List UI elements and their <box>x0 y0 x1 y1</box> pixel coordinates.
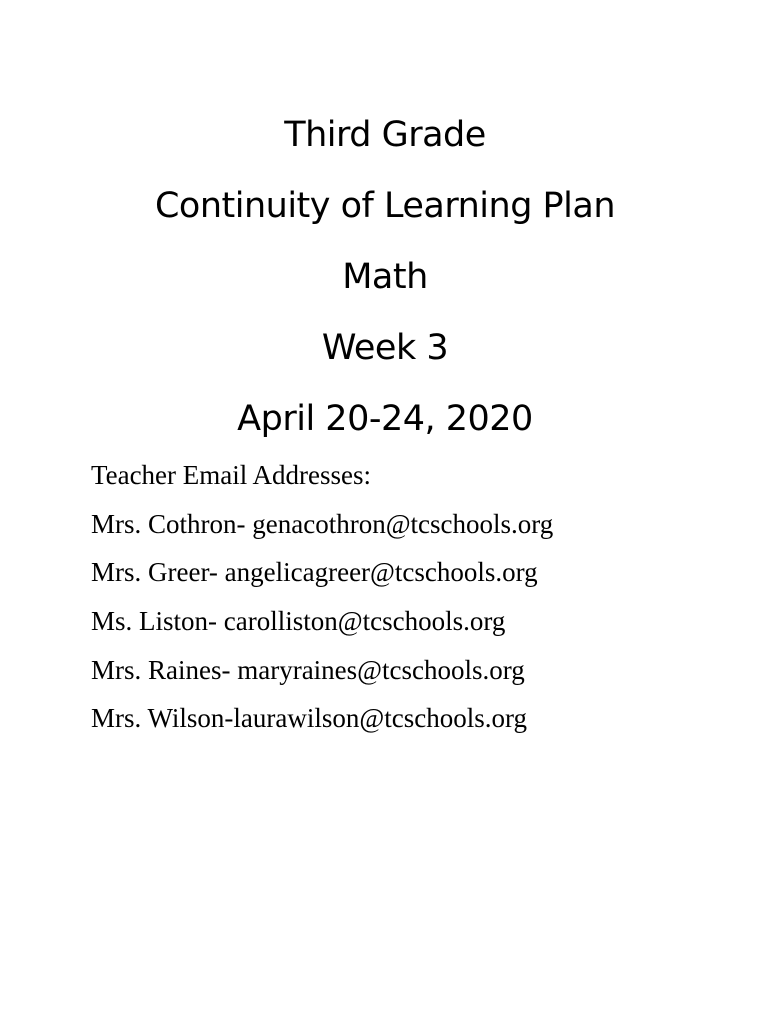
week-title: Week 3 <box>321 328 449 368</box>
teacher-email-liston: Ms. Liston- carolliston@tcschools.org <box>91 606 506 637</box>
teacher-email-greer: Mrs. Greer- angelicagreer@tcschools.org <box>91 557 538 588</box>
date-range-title: April 20-24, 2020 <box>237 399 533 439</box>
plan-title: Continuity of Learning Plan <box>154 186 616 226</box>
grade-title: Third Grade <box>284 115 486 155</box>
subject-title: Math <box>342 257 428 297</box>
teacher-email-wilson: Mrs. Wilson-laurawilson@tcschools.org <box>91 703 527 734</box>
teacher-contacts <box>91 451 751 743</box>
teacher-email-raines: Mrs. Raines- maryraines@tcschools.org <box>91 654 525 685</box>
title-block <box>0 100 770 455</box>
contacts-heading: Teacher Email Addresses: <box>91 460 372 490</box>
teacher-email-cothron: Mrs. Cothron- genacothron@tcschools.org <box>91 508 554 539</box>
